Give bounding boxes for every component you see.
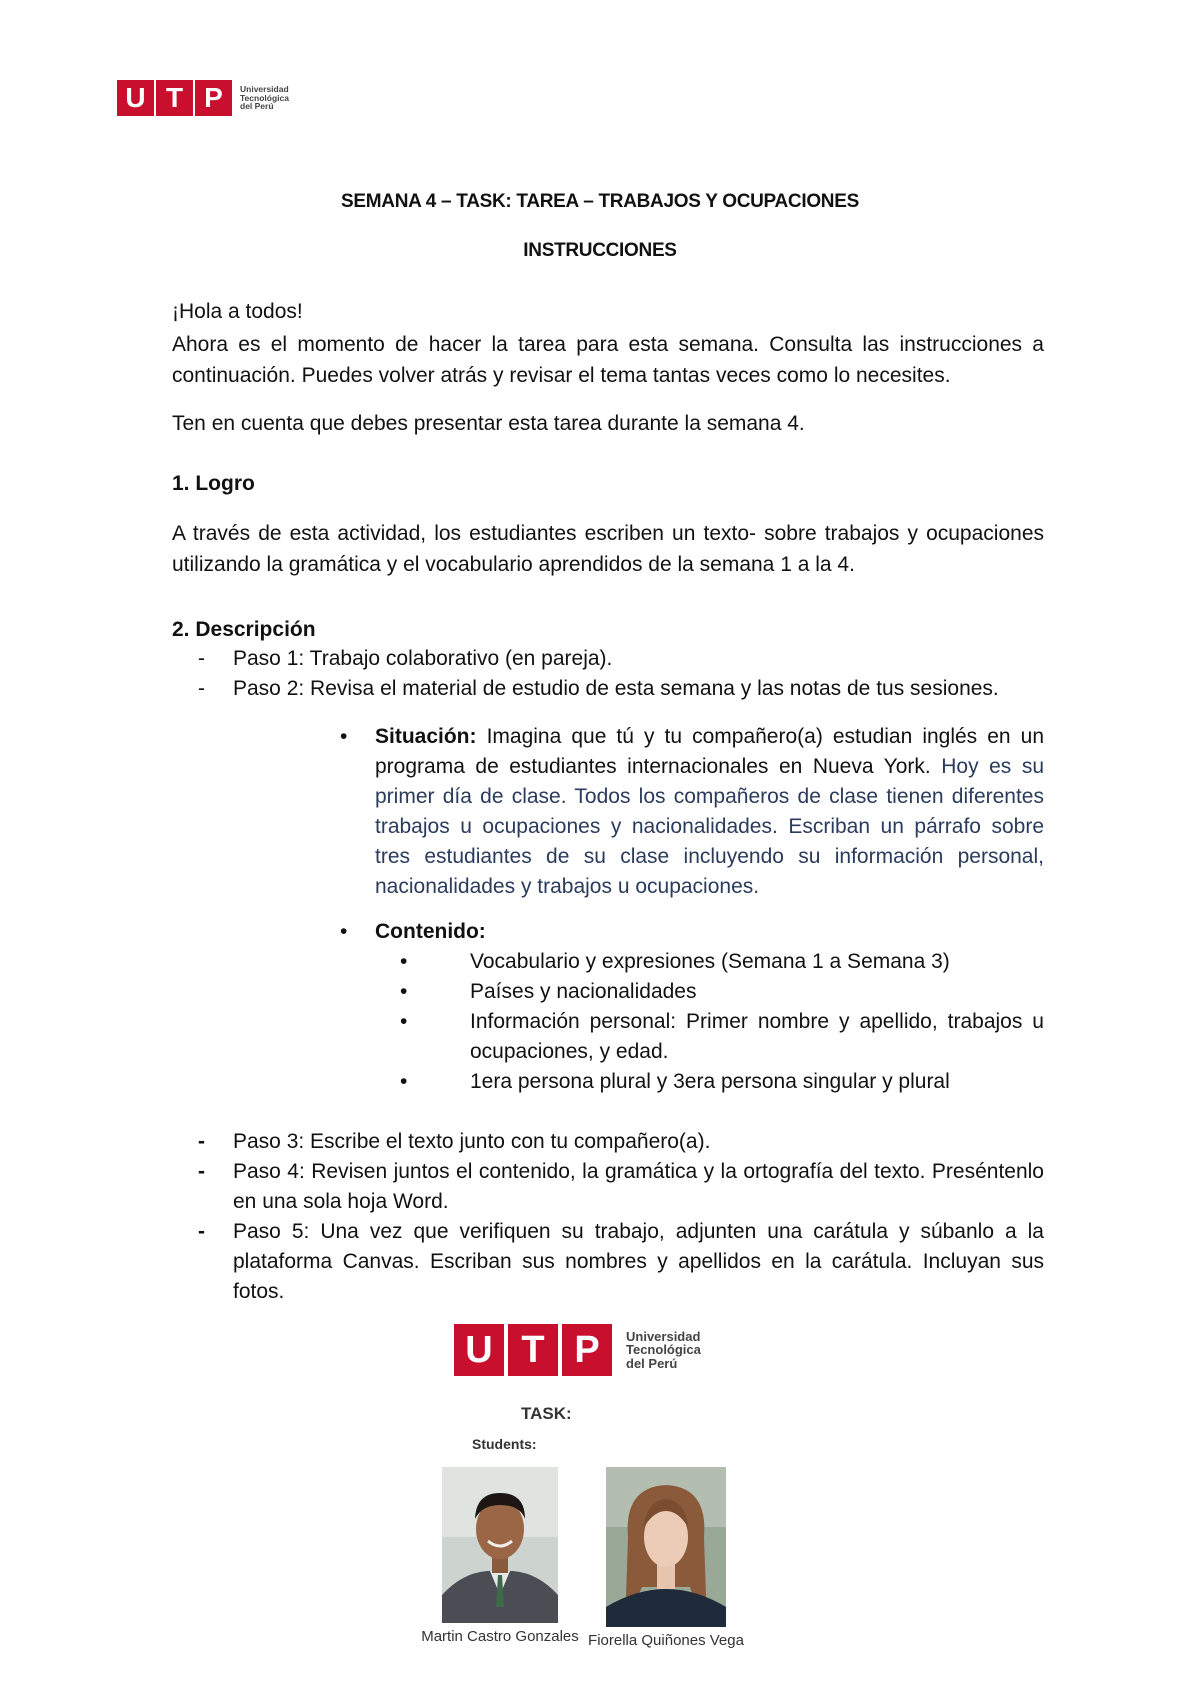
logo-letter-t: T	[156, 80, 193, 116]
bullet-marker: •	[340, 725, 348, 748]
step-3: - Paso 3: Escribe el texto junto con tu compañero(a).	[198, 1127, 1044, 1157]
dash-marker: -	[198, 1130, 205, 1153]
logo-university-name: Universidad Tecnológica del Perú	[626, 1328, 701, 1371]
contenido-item: • Información personal: Primer nombre y apellido, trabajos u ocupaciones, y edad.	[400, 1007, 1044, 1067]
section-logro-text: A través de esta actividad, los estudiantes escriben un texto- sobre trabajos y ocupaciones utilizando la gramática y el vocabulario aprendidos de la semana 1 a la 4.	[172, 522, 1044, 576]
contenido-item: • Países y nacionalidades	[400, 977, 1044, 1007]
document-subtitle: INSTRUCCIONES	[523, 240, 677, 261]
bullet-marker: •	[400, 1070, 408, 1093]
utp-logo	[117, 80, 289, 116]
deadline-note: Ten en cuenta que debes presentar esta tarea durante la semana 4.	[172, 412, 805, 435]
logo-letter-u: U	[117, 80, 154, 116]
student-1-portrait-icon	[442, 1467, 558, 1623]
cover-utp-logo	[454, 1324, 701, 1376]
student-photo-1	[442, 1467, 558, 1623]
logo-letter-p: P	[562, 1324, 612, 1376]
dash-marker: -	[198, 1160, 205, 1183]
situacion-bullet	[340, 722, 1044, 902]
dash-marker: -	[198, 647, 205, 670]
student-photo-2	[606, 1467, 726, 1627]
contenido-bullet	[340, 917, 1044, 947]
contenido-item: • Vocabulario y expresiones (Semana 1 a Semana 3)	[400, 947, 1044, 977]
section-descripcion-heading: 2. Descripción	[172, 618, 316, 641]
logo-university-name: Universidad Tecnológica del Perú	[240, 83, 289, 112]
logo-letter-u: U	[454, 1324, 504, 1376]
bullet-marker: •	[340, 920, 348, 943]
contenido-label: Contenido:	[375, 920, 486, 943]
intro-paragraph: Ahora es el momento de hacer la tarea para esta semana. Consulta las instrucciones a continuación. Puedes volver atrás y revisar el tema tantas veces como lo necesites.	[172, 333, 1044, 387]
bullet-marker: •	[400, 980, 408, 1003]
situacion-label: Situación:	[375, 725, 477, 748]
bullet-marker: •	[400, 950, 408, 973]
greeting: ¡Hola a todos!	[172, 300, 303, 323]
step-4: - Paso 4: Revisen juntos el contenido, la gramática y la ortografía del texto. Preséntenlo en una sola hoja Word.	[198, 1157, 1044, 1217]
step-2: - Paso 2: Revisa el material de estudio de esta semana y las notas de tus sesiones.	[198, 674, 1044, 704]
student-2-name: Fiorella Quiñones Vega	[588, 1632, 744, 1649]
bullet-marker: •	[400, 1010, 408, 1033]
cover-task-label: TASK:	[521, 1404, 572, 1423]
step-5: - Paso 5: Una vez que verifiquen su trabajo, adjunten una carátula y súbanlo a la plataforma Canvas. Escriban sus nombres y apellidos en la carátula. Incluyan sus fotos.	[198, 1217, 1044, 1307]
document-title: SEMANA 4 – TASK: TAREA – TRABAJOS Y OCUPACIONES	[341, 191, 859, 212]
cover-students-label: Students:	[472, 1436, 537, 1452]
student-2-portrait-icon	[606, 1467, 726, 1627]
logo-letter-t: T	[508, 1324, 558, 1376]
section-logro-heading: 1. Logro	[172, 472, 255, 495]
step-1: - Paso 1: Trabajo colaborativo (en pareja).	[198, 644, 1044, 674]
student-1-name: Martin Castro Gonzales	[421, 1628, 579, 1645]
dash-marker: -	[198, 677, 205, 700]
situacion-text-a: Imagina que tú y tu compañero(a) estudian inglés en un programa de estudiantes internacionales en Nueva York.	[375, 725, 1044, 778]
contenido-item: • 1era persona plural y 3era persona singular y plural	[400, 1067, 1044, 1097]
dash-marker: -	[198, 1220, 205, 1243]
situacion-text-b: Hoy es su primer día de clase. Todos los compañeros de clase tienen diferentes trabajos u ocupaciones y nacionalidades. Escriban un párrafo sobre tres estudiantes de su clase incluyendo su información personal, nacionalidades y trabajos u ocupaciones.	[375, 755, 1044, 898]
logo-letter-p: P	[195, 80, 232, 116]
